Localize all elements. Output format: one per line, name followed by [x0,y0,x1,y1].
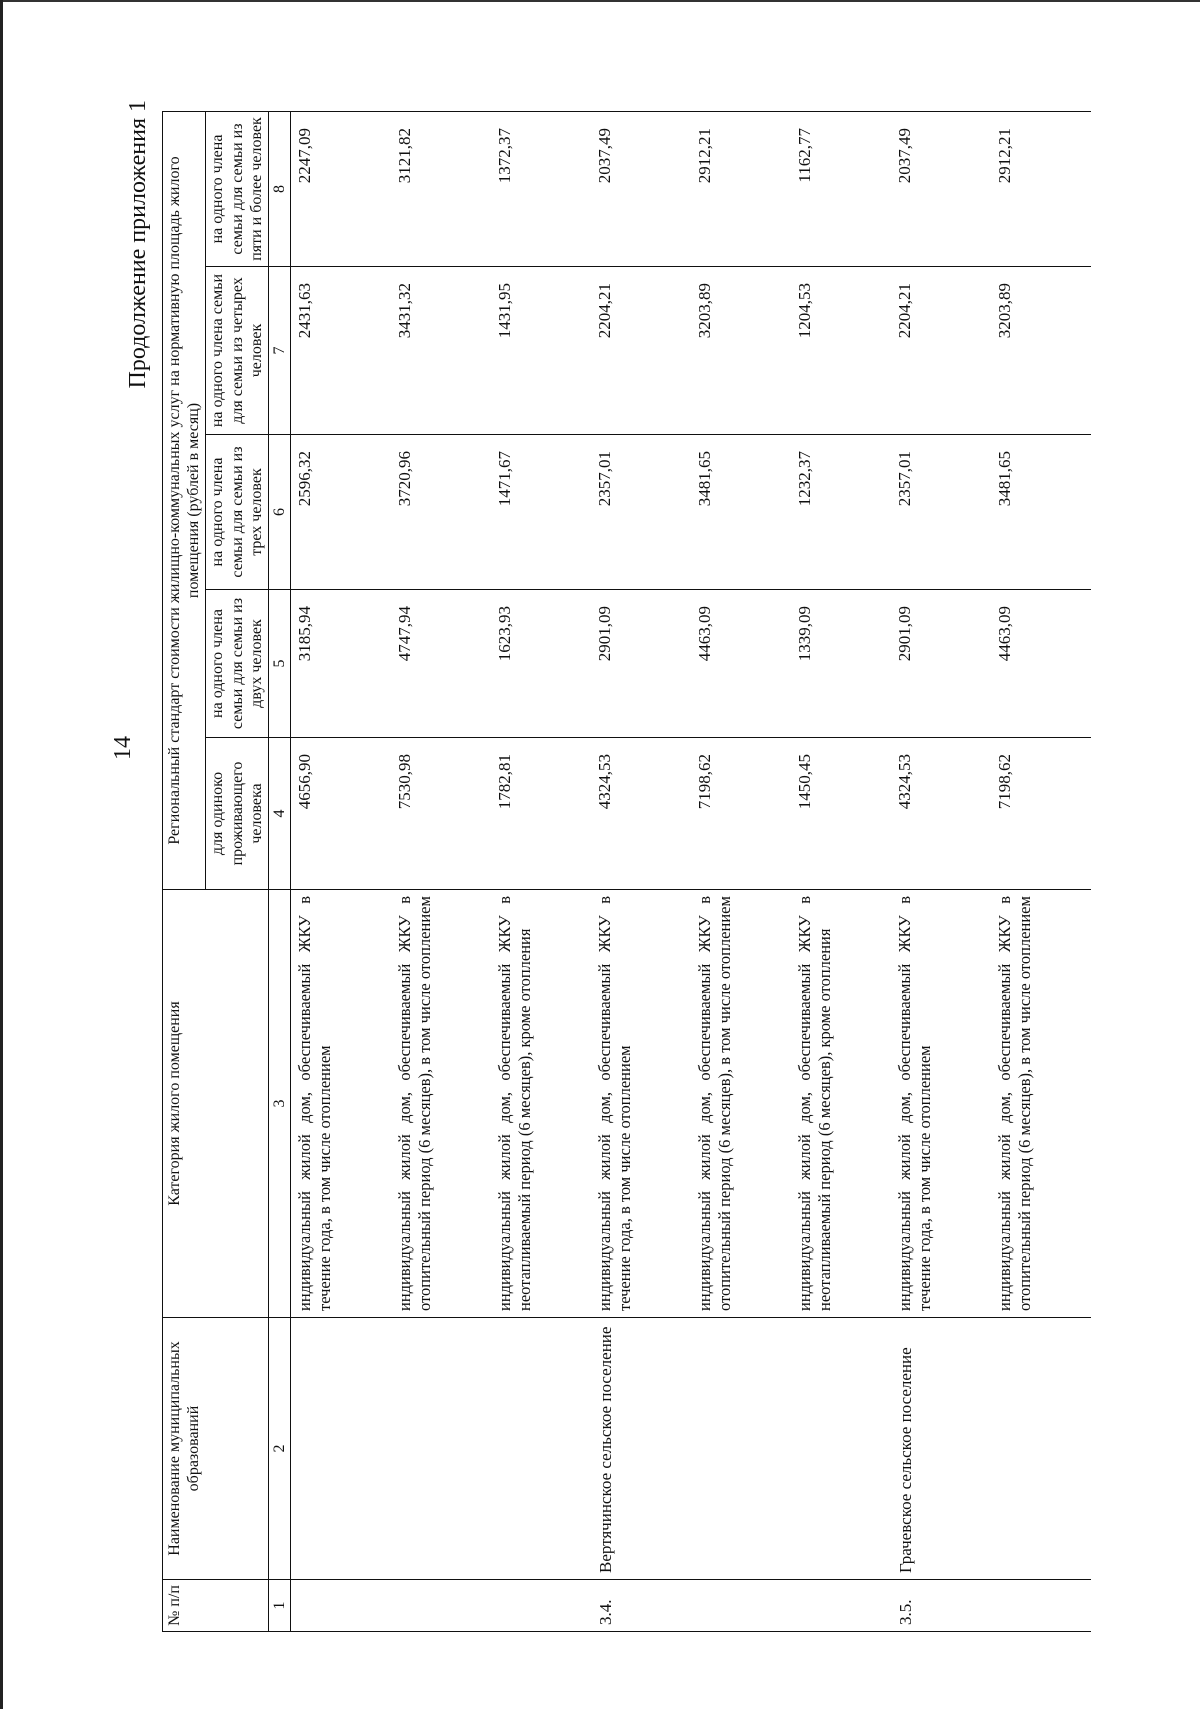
rotated-page [70,80,1130,1640]
row-number [491,1580,591,1632]
value-single: 7198,62 [991,738,1091,890]
table-row [491,111,591,1631]
column-number: 1 [268,1580,290,1632]
value-single: 4324,53 [591,738,691,890]
municipality-name [991,1318,1091,1580]
value-four: 2431,63 [291,267,392,435]
value-four: 1204,53 [791,267,891,435]
housing-category: индивидуальный жилой дом, обеспечиваемый ЖКУ в течение года, в том числе отоплением [291,890,392,1318]
municipality-name: Вертячинское сельское поселение [591,1318,691,1580]
column-number: 5 [268,590,290,738]
row-number [991,1580,1091,1632]
row-number [691,1580,791,1632]
value-single: 7530,98 [391,738,491,890]
header-name: Наименование муниципальных образований [163,1318,269,1580]
value-four: 2204,21 [591,267,691,435]
value-two: 1623,93 [491,590,591,738]
scan-left-edge [0,0,3,1709]
value-three: 3481,65 [991,435,1091,590]
row-number: 3.4. [591,1580,691,1632]
housing-category: индивидуальный жилой дом, обеспечиваемый ЖКУ в отопительный период (6 месяцев), в том числе отоплением [691,890,791,1318]
table-row [891,111,991,1631]
value-two: 2901,09 [591,590,691,738]
header-category: Категория жилого помещения [163,890,269,1318]
municipality-name [491,1318,591,1580]
value-three: 3481,65 [691,435,791,590]
row-number [391,1580,491,1632]
value-three: 1471,67 [491,435,591,590]
header-col8: на одного члена семьи для семьи из пяти и более человек [206,111,269,266]
municipality-name [691,1318,791,1580]
value-single: 4324,53 [891,738,991,890]
value-two: 4463,09 [691,590,791,738]
value-single: 1782,81 [491,738,591,890]
column-number: 7 [268,267,290,435]
housing-category: индивидуальный жилой дом, обеспечиваемый ЖКУ в течение года, в том числе отоплением [591,890,691,1318]
value-five-plus: 2037,49 [891,111,991,266]
municipality-name [391,1318,491,1580]
table-row [991,111,1091,1631]
value-three: 2357,01 [891,435,991,590]
table-row [791,111,891,1631]
header-col6: на одного члена семьи для семьи из трех человек [206,435,269,590]
header-number: № п/п [163,1580,269,1632]
column-number: 4 [268,738,290,890]
header-col5: на одного члена семьи для семьи из двух человек [206,590,269,738]
page-number: 14 [110,736,136,760]
header-col4: для одиноко проживающего человека [206,738,269,890]
continuation-title: Продолжение приложения 1 [125,100,151,389]
value-four: 3203,89 [991,267,1091,435]
column-number: 8 [268,111,290,266]
value-single: 4656,90 [291,738,392,890]
column-number: 2 [268,1318,290,1580]
housing-category: индивидуальный жилой дом, обеспечиваемый ЖКУ в отопительный период (6 месяцев), в том числе отоплением [991,890,1091,1318]
value-four: 2204,21 [891,267,991,435]
municipality-name [791,1318,891,1580]
column-number: 6 [268,435,290,590]
value-three: 1232,37 [791,435,891,590]
value-five-plus: 1162,77 [791,111,891,266]
value-two: 4747,94 [391,590,491,738]
table-row [591,111,691,1631]
scan-top-edge [0,0,1200,2]
housing-standard-table [162,111,1091,1632]
value-single: 1450,45 [791,738,891,890]
value-two: 1339,09 [791,590,891,738]
value-five-plus: 2912,21 [991,111,1091,266]
value-five-plus: 2247,09 [291,111,392,266]
header-col7: на одного члена семьи для семьи из четырех человек [206,267,269,435]
value-five-plus: 3121,82 [391,111,491,266]
value-three: 2357,01 [591,435,691,590]
column-number: 3 [268,890,290,1318]
municipality-name: Грачевское сельское поселение [891,1318,991,1580]
row-number [291,1580,392,1632]
value-four: 3431,32 [391,267,491,435]
value-five-plus: 1372,37 [491,111,591,266]
value-two: 3185,94 [291,590,392,738]
table-row [691,111,791,1631]
value-two: 2901,09 [891,590,991,738]
value-four: 3203,89 [691,267,791,435]
value-four: 1431,95 [491,267,591,435]
value-five-plus: 2912,21 [691,111,791,266]
header-standard: Региональный стандарт стоимости жилищно-коммунальных услуг на нормативную площадь жилого помещения (рублей в месяц) [163,111,206,889]
housing-category: индивидуальный жилой дом, обеспечиваемый ЖКУ в отопительный период (6 месяцев), в том числе отоплением [391,890,491,1318]
municipality-name [291,1318,392,1580]
housing-category: индивидуальный жилой дом, обеспечиваемый ЖКУ в течение года, в том числе отоплением [891,890,991,1318]
row-number: 3.5. [891,1580,991,1632]
value-three: 2596,32 [291,435,392,590]
table-row [291,111,392,1631]
value-five-plus: 2037,49 [591,111,691,266]
value-single: 7198,62 [691,738,791,890]
value-two: 4463,09 [991,590,1091,738]
table-row [391,111,491,1631]
housing-category: индивидуальный жилой дом, обеспечиваемый ЖКУ в неотапливаемый период (6 месяцев), кроме отопления [491,890,591,1318]
row-number [791,1580,891,1632]
housing-category: индивидуальный жилой дом, обеспечиваемый ЖКУ в неотапливаемый период (6 месяцев), кроме отопления [791,890,891,1318]
value-three: 3720,96 [391,435,491,590]
